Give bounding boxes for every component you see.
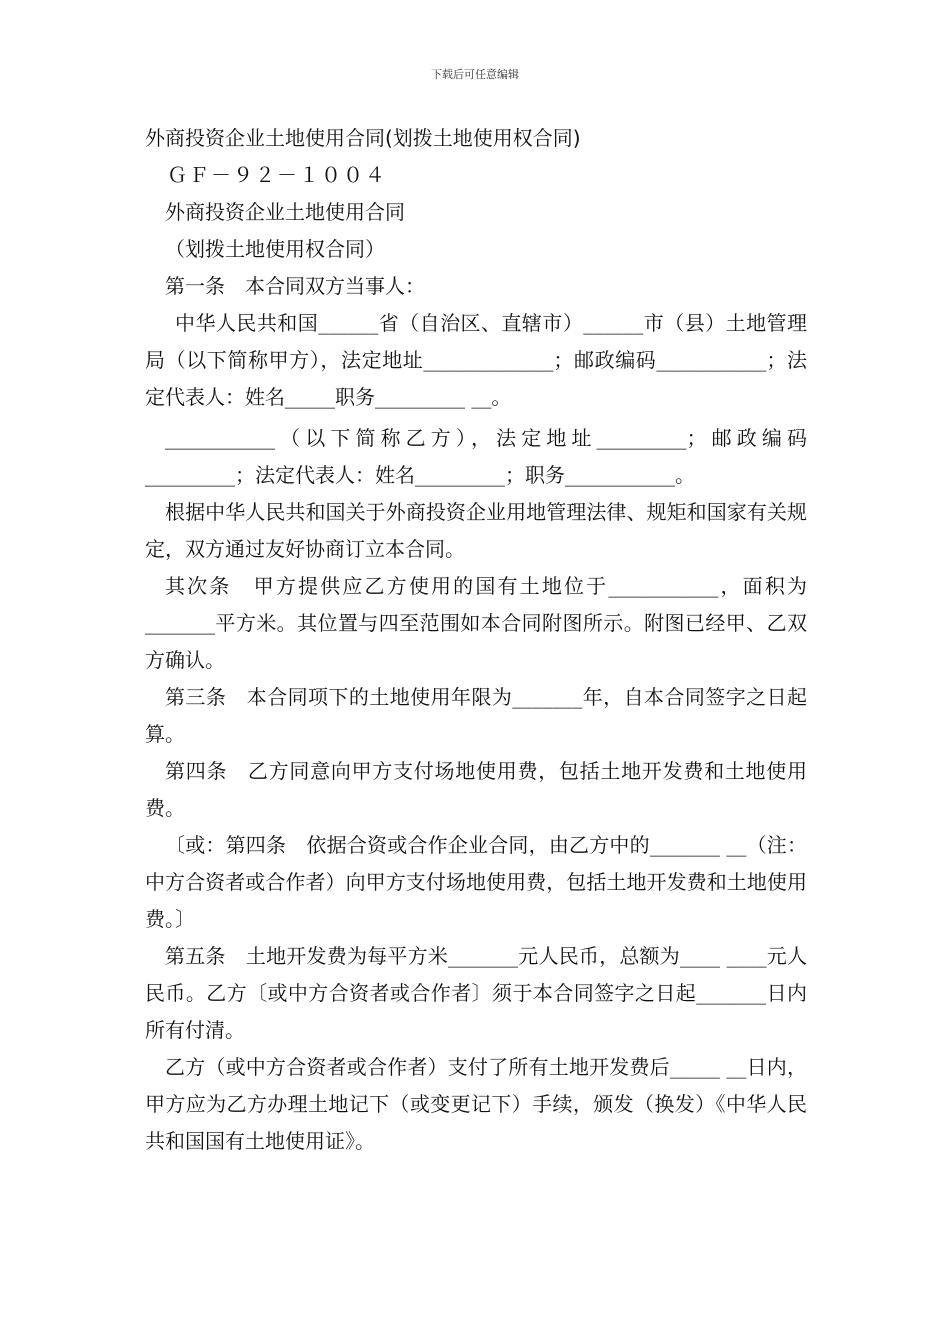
document-body	[145, 120, 807, 1160]
paragraph-article-1: 第一条 本合同双方当事人：	[165, 274, 425, 298]
paragraph-article-2: 其次条 甲方提供应乙方使用的国有土地位于___________，面积为_______平方米。其位置与四至范围如本合同附图所示。附图已经甲、乙双方确认。	[145, 574, 807, 672]
paragraph-article-3: 第三条 本合同项下的土地使用年限为_______年，自本合同签字之日起算。	[145, 685, 807, 746]
paragraph-party-a: 中华人民共和国______省（自治区、直辖市）______市（县）土地管理局（以下简称甲方），法定地址_____________；邮政编码___________；法定代表人：姓名_____职务_________ __。	[145, 311, 807, 409]
page-header-note: 下载后可任意编辑	[431, 68, 519, 81]
paragraph-party-b: ___________（以下简称乙方），法定地址_________；邮政编码_________；法定代表人：姓名_________；职务___________。	[145, 426, 807, 487]
document-title: 外商投资企业土地使用合同(划拨土地使用权合同)	[145, 126, 581, 150]
document-subtitle: 外商投资企业土地使用合同	[165, 200, 405, 224]
paragraph-basis: 根据中华人民共和国关于外商投资企业用地管理法律、规矩和国家有关规定，双方通过友好协商订立本合同。	[145, 500, 807, 561]
paragraph-article-4: 第四条 乙方同意向甲方支付场地使用费，包括土地开发费和土地使用费。	[145, 759, 807, 820]
paragraph-registration: 乙方（或中方合资者或合作者）支付了所有土地开发费后_____ __日内，甲方应为乙方办理土地记下（或变更记下）手续，颁发（换发）《中华人民共和国国有土地使用证》。	[145, 1055, 807, 1153]
document-code: ＧＦ－９２－１００４	[167, 163, 387, 187]
paragraph-article-5: 第五条 土地开发费为每平方米_______元人民币，总额为____ ____元人民币。乙方〔或中方合资者或合作者〕须于本合同签字之日起_______日内所有付清。	[145, 944, 807, 1042]
document-subtitle-sub: （划拨土地使用权合同）	[165, 237, 385, 261]
paragraph-article-4-alt: 〔或：第四条 依据合资或合作企业合同，由乙方中的_______ __（注：中方合资者或合作者）向甲方支付场地使用费，包括土地开发费和土地使用费。〕	[145, 833, 807, 931]
